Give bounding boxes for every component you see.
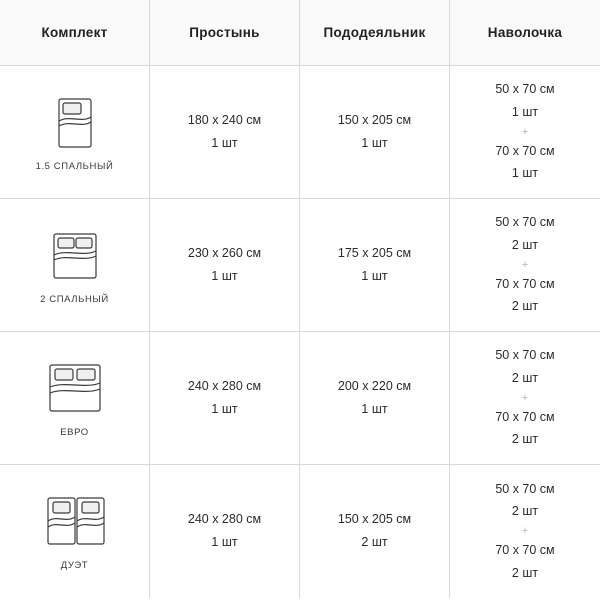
duvet-size: 175 х 205 см	[337, 245, 412, 260]
pillow-a-qty: 2 шт	[511, 370, 539, 385]
sheet-size: 180 х 240 см	[187, 112, 262, 127]
plus-separator: +	[521, 258, 529, 271]
sheet-size: 240 х 280 см	[187, 378, 262, 393]
euro-bed-icon	[32, 359, 118, 421]
kit-cell	[0, 66, 150, 198]
plus-separator: +	[521, 525, 529, 537]
table-row	[0, 332, 600, 465]
pillow-cell	[450, 66, 600, 198]
plus-separator: +	[521, 391, 529, 404]
duvet-qty: 1 шт	[361, 135, 388, 150]
duvet-qty: 1 шт	[361, 401, 388, 416]
kit-label: 1.5 СПАЛЬНЫЙ	[35, 160, 114, 172]
table-header-row	[0, 0, 600, 66]
duvet-cell	[300, 332, 450, 464]
pillow-a-qty: 1 шт	[511, 104, 539, 119]
kit-cell	[0, 465, 150, 598]
kit-label: ЕВРО	[60, 426, 89, 438]
header-duvet: Пододеяльник	[300, 0, 450, 65]
pillow-b-qty: 2 шт	[511, 432, 539, 447]
header-pillow: Наволочка	[487, 25, 563, 40]
pillow-a-qty: 2 шт	[511, 237, 539, 252]
pillow-a-size: 50 х 70 см	[495, 348, 555, 363]
pillow-cell	[450, 332, 600, 464]
sheet-cell	[150, 199, 300, 331]
sheet-qty: 1 шт	[211, 135, 238, 150]
pillow-group-b	[495, 543, 554, 581]
single-bed-icon	[32, 93, 118, 155]
duet-bed-icon	[32, 492, 118, 554]
pillow-group-a	[495, 82, 554, 120]
pillow-b-size: 70 х 70 см	[495, 143, 555, 158]
sheet-size: 230 х 260 см	[187, 245, 262, 260]
kit-cell	[0, 332, 150, 464]
table-row	[0, 199, 600, 332]
sheet-cell	[150, 332, 300, 464]
duvet-cell	[300, 199, 450, 331]
pillow-b-size: 70 х 70 см	[495, 543, 555, 557]
kit-cell	[0, 199, 150, 331]
sheet-qty: 1 шт	[211, 401, 238, 416]
duvet-cell	[300, 66, 450, 198]
pillow-b-size: 70 х 70 см	[495, 409, 555, 424]
sheet-cell	[150, 66, 300, 198]
plus-separator: +	[521, 125, 529, 138]
duvet-size: 200 х 220 см	[337, 378, 412, 393]
kit-label: 2 СПАЛЬНЫЙ	[40, 293, 109, 305]
pillow-b-qty: 2 шт	[511, 299, 539, 314]
table-row	[0, 465, 600, 598]
double-bed-icon	[32, 226, 118, 288]
duvet-size: 150 х 205 см	[337, 112, 412, 127]
header-sheet: Простынь	[150, 0, 300, 65]
duvet-qty: 1 шт	[361, 268, 388, 283]
pillow-group-a	[495, 482, 554, 520]
pillow-group-b	[495, 410, 554, 448]
pillow-group-b	[495, 277, 554, 315]
kit-label: ДУЭТ	[60, 560, 89, 571]
pillow-cell	[450, 465, 600, 598]
duvet-qty: 2 шт	[361, 535, 388, 549]
pillow-a-size: 50 х 70 см	[495, 481, 555, 496]
pillow-a-size: 50 х 70 см	[495, 82, 555, 97]
pillow-b-qty: 1 шт	[511, 166, 539, 181]
duvet-size: 150 х 205 см	[337, 512, 412, 527]
pillow-cell	[450, 199, 600, 331]
pillow-group-a	[495, 348, 554, 386]
table-row	[0, 66, 600, 199]
pillow-group-a	[495, 215, 554, 253]
sheet-qty: 1 шт	[211, 535, 238, 549]
pillow-a-size: 50 х 70 см	[495, 215, 555, 230]
pillow-b-size: 70 х 70 см	[495, 276, 555, 291]
sheet-size: 240 х 280 см	[187, 512, 262, 527]
header-kit: Комплект	[0, 0, 150, 65]
pillow-group-b	[495, 144, 554, 182]
sheet-cell	[150, 465, 300, 598]
duvet-cell	[300, 465, 450, 598]
pillow-b-qty: 2 шт	[511, 565, 539, 580]
sheet-qty: 1 шт	[211, 268, 238, 283]
pillow-a-qty: 2 шт	[511, 504, 539, 519]
